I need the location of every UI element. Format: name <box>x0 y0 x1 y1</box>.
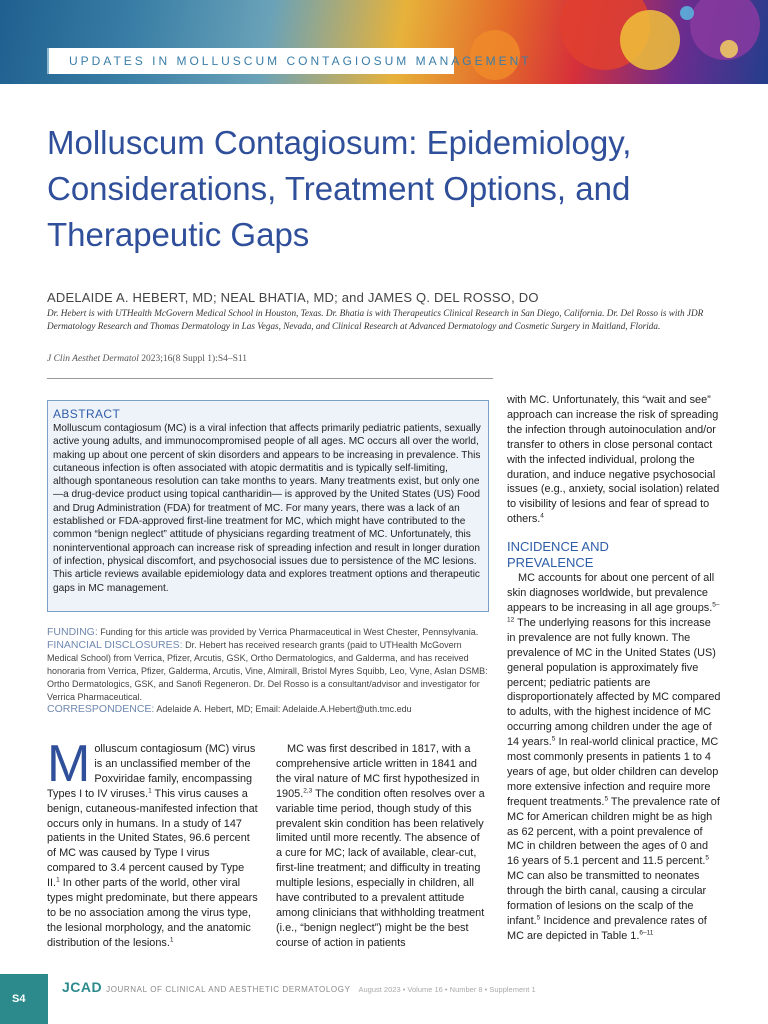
header-divider <box>47 378 493 379</box>
body-text: In real-world clinical practice, MC most commonly presents in patients 1 to 4 years of age, but older children can develop more extensive infection and require more frequent treatments. <box>507 736 719 808</box>
header-banner <box>0 0 768 84</box>
series-label-band <box>47 48 532 74</box>
ref-superscript: 1 <box>56 876 60 884</box>
funding-label: FUNDING: <box>47 626 98 638</box>
ref-superscript: 1 <box>169 936 174 944</box>
citation-volume: 2023;16(8 Suppl 1):S4–S11 <box>138 354 248 364</box>
disclosures-label: FINANCIAL DISCLOSURES: <box>47 638 183 651</box>
body-text: MC can also be transmitted to neonates through the birth canal, causing a circular formation of lesions on the scalp of the infant. <box>507 870 707 927</box>
ref-superscript: 2,3 <box>303 787 313 795</box>
paragraph <box>507 571 722 944</box>
article-title: Molluscum Contagiosum: Epidemiology, Considerations, Treatment Options, and Therapeutic Gaps <box>47 124 632 253</box>
correspondence-label: CORRESPONDENCE: <box>47 703 155 716</box>
author-affiliations: Dr. Hebert is with UTHealth McGovern Medical School in Houston, Texas. Dr. Bhatia is with Therapeutics Clinical Research in San Diego, California. Dr. Del Rosso is with JDR Dermatology Research and Thomas Dermatology in Las Vegas, Nevada, and Clinical Research at Advanced Dermatology and Cosmetic Surgery in Maitland, Florida. <box>47 308 704 331</box>
disclosures-text: Dr. Hebert has received research grants (paid to UTHealth McGovern Medical School) from Verrica, Pfizer, Arcutis, GSK, Ortho Dermatologics, and Galderma, and has received honoraria from Verrica, Pfizer, Galderma, Arcutis, Vine, Almirall, Bristol Myres Squibb, Leo, Vyne, Aslan DSMB: Ortho Dermatologics, GSK, and Sanofi Regeneron. Dr. Del Rosso is a consultant/advisor and investigator for Verrica Pharmaceutical. <box>47 639 488 702</box>
ref-superscript: 6–11 <box>639 929 654 937</box>
abstract-heading: ABSTRACT <box>53 407 121 421</box>
correspondence <box>47 703 493 716</box>
paragraph <box>507 393 722 527</box>
body-column-1 <box>47 735 259 951</box>
ref-superscript: 5–12 <box>507 601 720 624</box>
section-heading-line-2: PREVALENCE <box>507 555 594 571</box>
body-column-3 <box>507 393 722 944</box>
ref-superscript: 5 <box>705 854 710 862</box>
ref-superscript: 4 <box>540 512 544 520</box>
funding <box>47 626 493 639</box>
citation-journal: J Clin Aesthet Dermatol <box>47 354 139 364</box>
body-text: The prevalence rate of MC for American children might be as high as 62 percent, with a point prevalence of MC in children between the ages of 0 and 16 years of 5.1 percent and 11.5 percent. <box>507 795 720 868</box>
body-text: Incidence and prevalence rates of MC are depicted in Table 1. <box>507 915 707 942</box>
journal-abbreviation: JCAD <box>62 979 103 995</box>
ref-superscript: 5 <box>551 735 556 743</box>
series-label: UPDATES IN MOLLUSCUM CONTAGIOSUM MANAGEMENT <box>69 54 532 68</box>
body-text: This virus causes a benign, cutaneous-manifested infection that occurs only in humans. In a study of 147 patients in the United States, 96.6 percent of MC was caused by Type I virus compared to 3.4 percent caused by Type II. <box>47 787 258 890</box>
correspondence-text: Adelaide A. Hebert, MD; Email: Adelaide.A.Hebert@uth.tmc.edu <box>154 704 412 715</box>
body-text: MC accounts for about one percent of all skin diagnoses worldwide, but prevalence appears to be increasing in all age groups. <box>507 572 715 614</box>
abstract-box <box>47 400 489 612</box>
issue-info: August 2023 • Volume 16 • Number 8 • Supplement 1 <box>358 985 536 994</box>
body-column-2 <box>276 742 488 951</box>
section-heading <box>507 539 722 571</box>
ref-superscript: 5 <box>536 914 541 922</box>
body-text: MC was first described in 1817, with a comprehensive article written in 1841 and the viral nature of MC first hypothesized in 1905. <box>276 743 480 800</box>
body-text: In other parts of the world, other viral types might predominate, but there appears to be no association among the virus type, the lesional morphology, and the anatomic distribution of the lesions. <box>47 877 258 949</box>
ref-superscript: 5 <box>604 795 609 803</box>
body-text: with MC. Unfortunately, this “wait and see” approach can increase the risk of spreading the infection through autoinoculation and/or transfer to others in close personal contact with the infected individual, prolong the duration, and induce negative psychosocial issues (e.g., anxiety, social isolation) related to visibility of lesions and fear of spread to others. <box>507 394 720 526</box>
body-text: olluscum contagiosum (MC) virus is an unclassified member of the Poxviridae family, encompassing Types I to IV viruses. <box>47 743 256 800</box>
abstract-text: Molluscum contagiosum (MC) is a viral infection that affects primarily pediatric patients, sexually active young adults, and immunocompromised people of all ages. MC occurs all over the world, making up about one percent of skin disorders and appears to be increasing in prevalence. This cutaneous infection is often associated with atopic dermatitis and is typically self-limiting, although spontaneous resolution can take months to years. Many treatments exist, but only one—a drug-device product using topical cantharidin— is approved by the United States (US) Food and Drug Administration (FDA) for treatment of MC. For many years, there was a lack of an established or FDA-approved first-line treatment for MC, which might have contributed to the common “benign neglect” attitude of physicians regarding treatment of MC. Unfortunately, this noninterventional approach can increase risk of spreading infection and result in longer duration of infection, physical discomfort, and psychosocial issues due to persistence of the MC lesions. This article reviews available epidemiology data and explores treatment options and therapeutic gaps in MC management. <box>53 423 481 594</box>
ref-superscript: 1 <box>148 787 152 795</box>
body-text: The condition often resolves over a variable time period, though study of this prevalent skin condition has been relatively limited until more recently. The absence of a cure for MC; lack of available, clear-cut, first-line treatment; and difficulty in treating multiple lesions, especially in children, all have contributed to a prevalent attitude among clinicians that withholding treatment (i.e., “benign neglect”) might be the best course of action in patients <box>276 787 485 949</box>
page-number-tab <box>0 974 48 1024</box>
article-authors: ADELAIDE A. HEBERT, MD; NEAL BHATIA, MD; and JAMES Q. DEL ROSSO, DO <box>47 290 539 305</box>
citation <box>47 354 247 364</box>
page-footer <box>62 979 536 997</box>
article-meta <box>47 626 493 716</box>
disclosures <box>47 639 493 704</box>
dropcap: M <box>47 735 91 793</box>
body-text: The underlying reasons for this increase in prevalence are not fully known. The prevalence of MC in the United States (US) general population is approximately five percent; pediatric patients are disproportionately affected by MC compared to adults, with the highest incidence of MC occurring among children under the age of 14 years. <box>507 616 721 749</box>
journal-name: JOURNAL OF CLINICAL AND AESTHETIC DERMATOLOGY <box>106 985 351 994</box>
page-number: S4 <box>12 993 26 1005</box>
section-heading-line-1: INCIDENCE AND <box>507 539 609 555</box>
funding-text: Funding for this article was provided by Verrica Pharmaceutical in West Chester, Pennsylvania. <box>97 627 479 637</box>
